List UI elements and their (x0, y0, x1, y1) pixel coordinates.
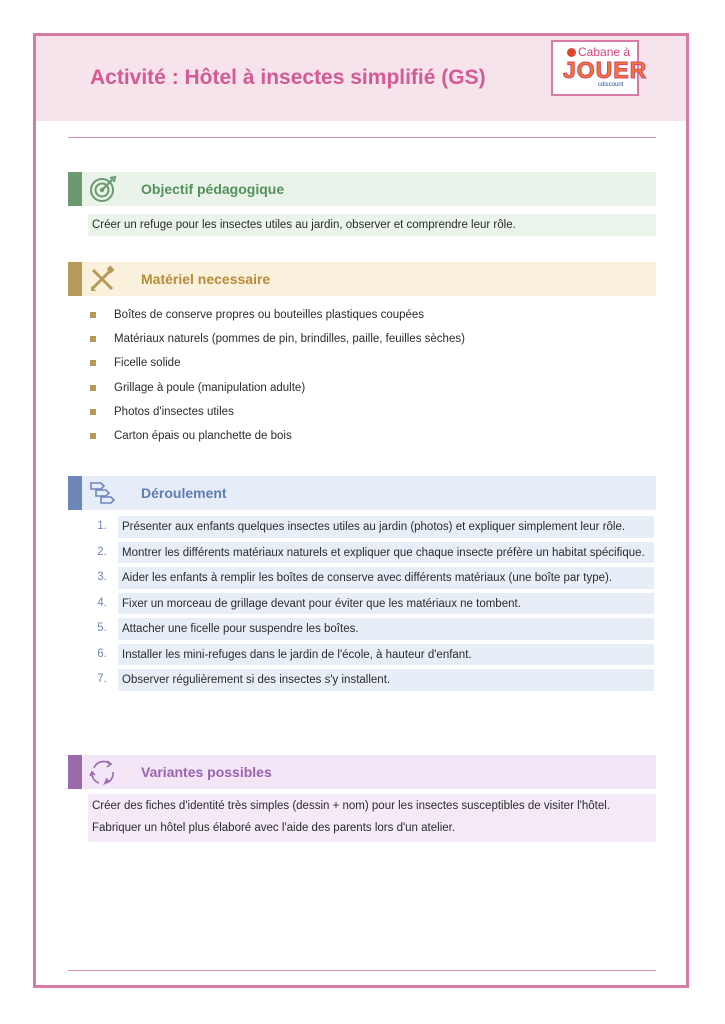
bullet-square-icon (90, 433, 96, 439)
section-variantes-header (68, 755, 656, 789)
logo-dot (567, 48, 576, 57)
logo-line2: JOUER (563, 57, 648, 83)
section-accent-bar (68, 755, 82, 789)
page-title: Activité : Hôtel à insectes simplifié (GS) (90, 66, 486, 89)
section-variantes-title: Variantes possibles (141, 764, 272, 780)
step-item: 7. Observer régulièrement si des insectes s'y installent. (88, 669, 654, 691)
section-accent-bar (68, 262, 82, 296)
bullet-square-icon (90, 312, 96, 318)
top-divider (68, 137, 656, 138)
bullet-square-icon (90, 385, 96, 391)
target-icon (88, 175, 118, 203)
variantes-text-box (88, 794, 656, 842)
variantes-line: Créer des fiches d'identité très simples (dessin + nom) pour les insectes susceptibles de visiter l'hôtel. (92, 800, 610, 812)
brand-logo (551, 40, 648, 96)
step-item: 3. Aider les enfants à remplir les boîtes de conserve avec différents matériaux (une boîte par type). (88, 567, 654, 589)
objectif-text-box (88, 214, 656, 236)
materiel-list (88, 303, 648, 448)
step-item: 6. Installer les mini-refuges dans le jardin de l'école, à hauteur d'enfant. (88, 644, 654, 666)
list-item: Matériaux naturels (pommes de pin, brindilles, paille, feuilles sèches) (88, 327, 648, 351)
variantes-line: Fabriquer un hôtel plus élaboré avec l'aide des parents lors d'un atelier. (92, 822, 456, 834)
section-materiel-title: Matériel necessaire (141, 271, 271, 287)
section-materiel-header (68, 262, 656, 296)
page-header (36, 36, 686, 121)
step-item: 1. Présenter aux enfants quelques insectes utiles au jardin (photos) et expliquer simplement leur rôle. (88, 516, 654, 538)
logo-line3: cdiscount (598, 82, 624, 88)
step-item: 5. Attacher une ficelle pour suspendre les boîtes. (88, 618, 654, 640)
step-item: 2. Montrer les différents matériaux naturels et expliquer que chaque insecte préfère un habitat spécifique. (88, 542, 654, 564)
list-item: Carton épais ou planchette de bois (88, 424, 648, 448)
bullet-square-icon (90, 336, 96, 342)
tools-icon (88, 265, 118, 293)
logo-line1: Cabane à (578, 45, 631, 59)
section-accent-bar (68, 172, 82, 206)
bullet-square-icon (90, 360, 96, 366)
deroulement-steps (88, 516, 654, 695)
flow-icon (88, 479, 118, 507)
list-item: Ficelle solide (88, 351, 648, 375)
list-item: Boîtes de conserve propres ou bouteilles plastiques coupées (88, 303, 648, 327)
page-frame (33, 33, 689, 988)
bullet-square-icon (90, 409, 96, 415)
bottom-divider (68, 970, 656, 971)
section-objectif-header (68, 172, 656, 206)
section-accent-bar (68, 476, 82, 510)
list-item: Photos d'insectes utiles (88, 400, 648, 424)
objectif-text: Créer un refuge pour les insectes utiles au jardin, observer et comprendre leur rôle. (92, 219, 516, 231)
step-item: 4. Fixer un morceau de grillage devant pour éviter que les matériaux ne tombent. (88, 593, 654, 615)
section-deroulement-title: Déroulement (141, 485, 227, 501)
section-objectif-title: Objectif pédagogique (141, 181, 285, 197)
section-deroulement-header (68, 476, 656, 510)
cycle-icon (88, 758, 118, 786)
list-item: Grillage à poule (manipulation adulte) (88, 376, 648, 400)
